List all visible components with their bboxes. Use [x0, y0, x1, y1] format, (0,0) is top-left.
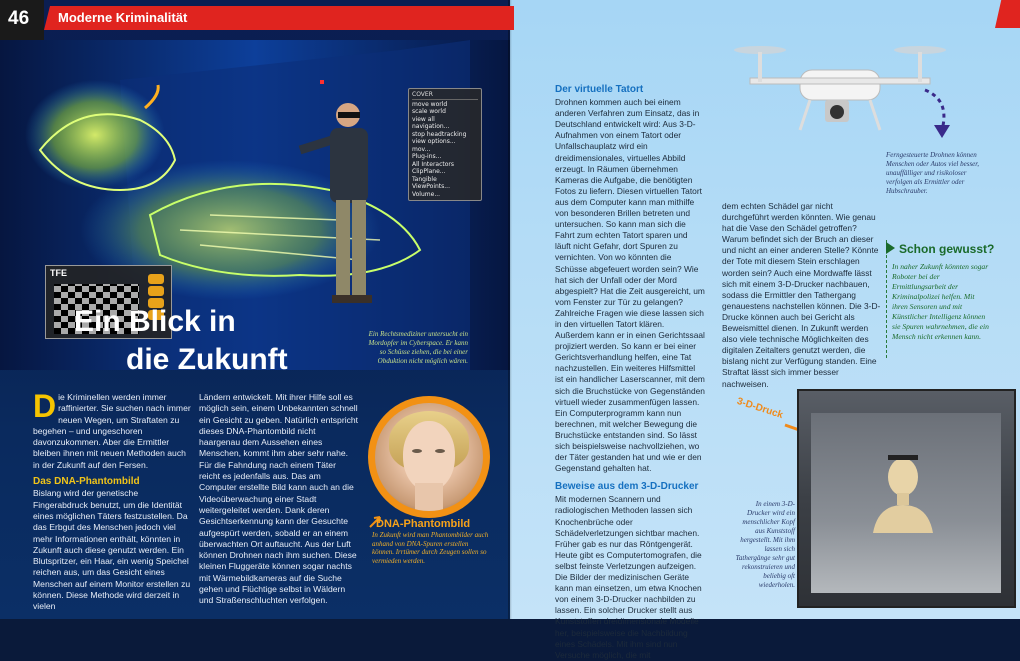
- hero-caption: Ein Rechtsmediziner untersucht ein Mordopfer im Cyberspace. Er kann so Schüsse ziehen, die bei einer Obduktion nicht möglich wären.: [368, 330, 468, 365]
- menu-item: Tangible: [412, 175, 437, 183]
- body-text: Ländern entwickelt. Mit ihrer Hilfe soll es möglich sein, einem Unbekannten schnell ein Gesicht zu geben. Natürlich entspricht dieses DNA-Phantombild nicht haargenau dem Aussehen eines Menschen, kommt ihm aber sehr nahe. Für die Fahndung nach einem Täter reicht es jedenfalls aus. Das am Computer erstellte Bild kann auch an die Videoüberwachung einer Stadt weitergeleitet werden. Dank deren Gesichtserkennung kann der Gesuchte aufgespürt werden, sobald er an einem überwachten Ort auftaucht. Aus der Luft können Drohnen nach ihm suchen. Diese kleinen Fluggeräte können sogar nachts mit Wärmebildkameras auf die Suche gehen und Flüchtige selbst in Wäldern und Straßenschluchten verfolgen.: [199, 392, 359, 606]
- page-header: [0, 0, 1020, 40]
- body-text: Mit modernen Scannern und radiologischen Methoden lassen sich Knochenbrüche oder Schädelverletzungen sichtbar machen. Früher gab es nur das Röntgengerät. Heute gibt es Computertomografen, die selbst feinste Verletzungen aufzeigen. Die Bilder der medizinischen Geräte kann man einsetzen, um etwa Knochen von einem 3-D-Drucker nachbilden zu lassen. Ein solcher Drucker stellt aus Kunststoffen dreidimensionale Modelle her, beispielsweise die Nachbildung eines Schädels. Mit ihm sind nun Versuche möglich, die mit: [555, 494, 702, 660]
- intro-text: ie Kriminellen werden immer raffinierter. Sie suchen nach immer neuen Wegen, um Straftaten zu begehen – und ungeschoren davonzukommen. Aber die Ermittler bleiben ihnen mit neuen Methoden auch in der Zukunft auf den Fersen.: [33, 392, 191, 470]
- printed-head-model: [868, 455, 938, 535]
- schon-gewusst-body: In naher Zukunft könnten sogar Roboter bei der Ermittlungsarbeit der Kriminalpolizei helfen. Mit ihren Sensoren und mit Künstlicher Intelligenz können sie Spuren wahrnehmen, die ein Mensch nicht erkennen kann.: [892, 262, 989, 341]
- dropcap: D: [33, 388, 57, 424]
- dna-phantom-portrait: [375, 403, 483, 511]
- body-text: Drohnen kommen auch bei einem anderen Verfahren zum Einsatz, das in Deutschland entwickelt wird: Aus 3-D-Aufnahmen von einem Tatort oder Unfallschauplatz wird ein dreidimensionales, virtuelles Abbild erzeugt. In Räumen übernehmen Kameras die Aufgabe, die benötigten Fotos zu liefern. Diesen virtuellen Tatort aus dem Computer kann man mithilfe von besonderen Brillen betreten und untersuchen. So kann man sich die Fahrt zum echten Tatort sparen und läuft nicht Gefahr, dort Spuren zu vernichten. Von wo könnten die Schüsse abgefeuert worden sein? Wie hat sich der Unfall oder der Mord abgespielt? Hat die Zeit ausgereicht, um vom Fenster zur Tür zu gelangen? Zahlreiche Fragen wie diese lassen sich in den virtuellen Tatort klären. Außerdem kann er in einen Gerichtssaal projiziert werden. So kann er bei einer Gerichtsverhandlung helfen, eine Tat nachzustellen. Ein weiteres Hilfsmittel ist ein handlicher Laserscanner, mit dem sich die Bruchstücke von Gegenständen virtuell wieder zusammenfügen lassen. Ein Computerprogramm kann nun berechnen, mit welcher Bewegung die Bruchstücke entstanden sind. So lässt sich beispielsweise nachvollziehen, wo der Täter gestanden hat und wie er den Gegenstand gehalten hat.: [555, 97, 705, 474]
- menu-item: ViewPoints...: [412, 183, 450, 190]
- menu-item: navigation...: [412, 123, 450, 130]
- subhead-3d-drucker: Beweise aus dem 3-D-Drucker: [555, 481, 699, 493]
- page-gutter: [508, 0, 512, 619]
- arrow-right-icon: [886, 242, 895, 254]
- menu-item: Volume...: [412, 190, 441, 198]
- menu-title: COVER: [412, 91, 478, 100]
- dna-box-caption: In Zukunft wird man Phantombilder auch anhand von DNA-Spuren erstellen können. Irrtümer durch Zeugen sollen so vermieden werden.: [372, 531, 489, 565]
- page-number: 46: [8, 8, 30, 29]
- menu-item: view all: [412, 115, 435, 123]
- section-title: Moderne Kriminalität: [58, 10, 188, 25]
- menu-item: Plug-ins...: [412, 153, 442, 160]
- menu-item: mov...: [412, 145, 431, 153]
- drone-caption: Ferngesteuerte Drohnen können Menschen oder Autos viel besser, unauffälliger und risikoloser verfolgen als Ermittler oder Hubschrauber.: [886, 151, 979, 195]
- corner-accent: [995, 0, 1020, 28]
- tfe-label: TFE: [50, 268, 67, 278]
- left-column-2: [199, 392, 359, 607]
- body-text: dem echten Schädel gar nicht durchgeführt werden könnten. Wie genau hat die Vase den Schädel getroffen? Warum befindet sich der Bruch an dieser und nicht an einer anderen Stelle? Könnte der Tote mit diesem Stein erschlagen worden sein? Auch eine Mordwaffe lässt sich mit einem 3-D-Drucker nachbauen, sodass die Ermittler den Tathergang genauestens nachstellen können. Die 3-D-Drucke können auch bei Gericht als Beweismittel dienen. In Zukunft werden also viele technische Möglichkeiten des digitalen Zeitalters genutzt werden, die bislang nicht zur Verfügung standen. Eine Straftat lässt sich immer besser nachweisen.: [722, 201, 881, 389]
- headline-line-1: Ein Blick in: [74, 305, 236, 338]
- vr-menu-panel: [408, 88, 482, 201]
- menu-item: move world: [412, 100, 448, 108]
- 3d-druck-label: 3-D-Druck: [735, 395, 785, 422]
- schon-gewusst-label: Schon gewusst?: [899, 242, 995, 256]
- left-page: [0, 0, 510, 619]
- left-column-1: [33, 388, 193, 613]
- menu-item: scale world: [412, 108, 446, 115]
- body-text: Bislang wird der genetische Fingerabdruck benutzt, um die Identität eines möglichen Täters festzustellen. Da das Erbgut des Menschen jedoch viel mehr Informationen enthält, könnten in Zukunft auch diese genutzt werden. Ein Blutspritzer, ein Haar, ein wenig Speichel reichen aus, um das Gesicht eines Menschen auf einem Monitor erstellen zu können. Diese Methode wird derzeit in vielen: [33, 488, 191, 612]
- menu-item: stop headtracking: [412, 130, 467, 138]
- printer-caption: In einem 3-D-Drucker wird ein menschlicher Kopf aus Kunststoff hergestellt. Mit ihm lassen sich Tathergänge sehr gut rekonstruieren und beliebig oft wiederholen.: [735, 500, 795, 589]
- dna-box-title: DNA-Phantombild: [376, 518, 471, 530]
- right-column-1: [555, 84, 705, 661]
- subhead-dna-phantombild: Das DNA-Phantombild: [33, 476, 140, 488]
- menu-item: All Interactors: [412, 160, 455, 168]
- headline-line-2: die Zukunft: [126, 343, 288, 376]
- menu-item: view options...: [412, 138, 456, 145]
- subhead-virtueller-tatort: Der virtuelle Tatort: [555, 84, 644, 95]
- menu-item: ClipPlane...: [412, 168, 446, 175]
- page-headline: [74, 303, 288, 379]
- schon-gewusst-title: [886, 242, 994, 256]
- right-column-2: [722, 201, 882, 390]
